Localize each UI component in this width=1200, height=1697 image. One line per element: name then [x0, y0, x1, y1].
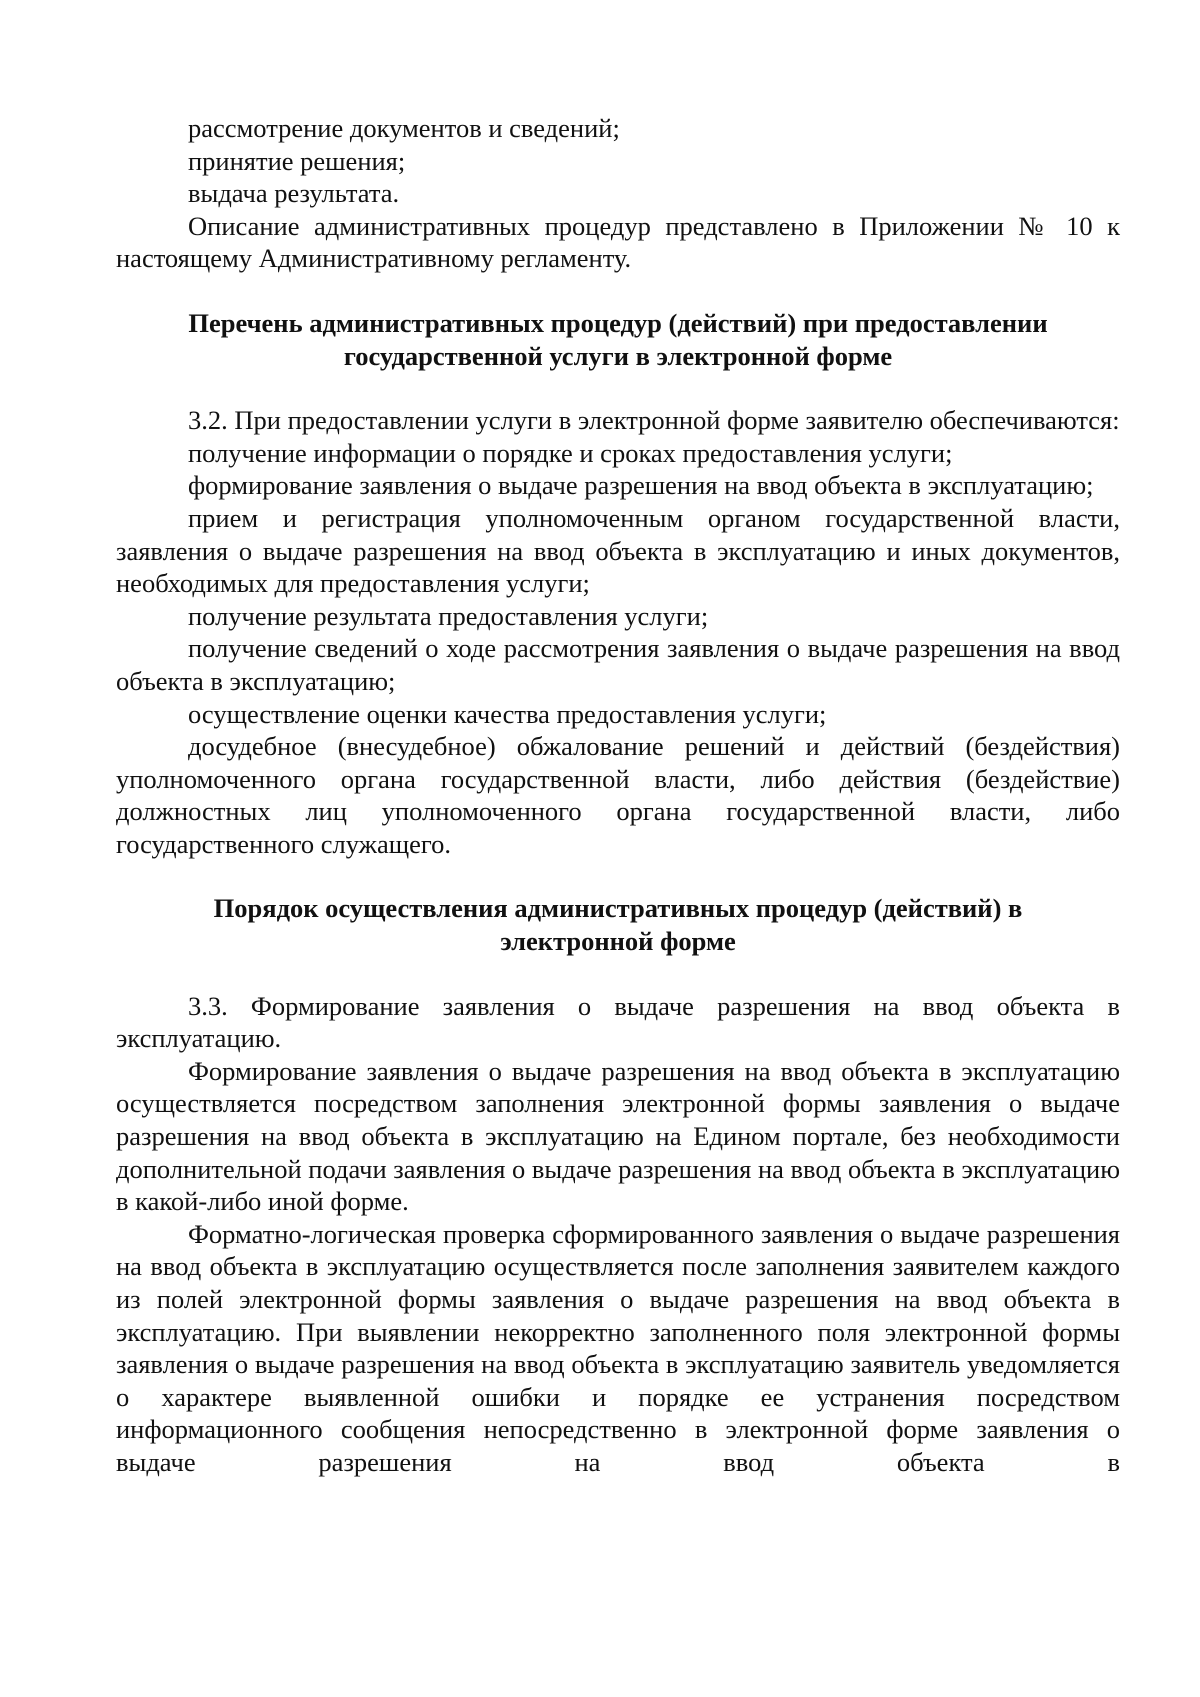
section-paragraph: Формирование заявления о выдаче разрешения на ввод объекта в эксплуатацию осуществляется посредством заполнения электронной формы заявления о выдаче разрешения на ввод объекта в эксплуатацию на Едином портале, без необходимости дополнительной подачи заявления о выдаче разрешения на ввод объекта в эксплуатацию в какой-либо иной форме.: [116, 1055, 1121, 1217]
section-heading-line: Порядок осуществления административных процедур (действий) в: [213, 893, 1023, 924]
intro-item: рассмотрение документов и сведений;: [188, 113, 620, 143]
section-heading-line: Перечень административных процедур (действий) при предоставлении: [188, 307, 1048, 338]
section-heading-line: электронной форме: [500, 926, 736, 957]
spacer: [116, 372, 1120, 404]
section-paragraph: Форматно-логическая проверка сформированного заявления о выдаче разрешения на ввод объекта в эксплуатацию осуществляется после заполнения заявителем каждого из полей электронной формы заявления о выдаче разрешения на ввод объекта в эксплуатацию. При выявлении некорректно заполненного поля электронной формы заявления о выдаче разрешения на ввод объекта в эксплуатацию заявитель уведомляется о характере выявленной ошибки и порядке ее устранения посредством информационного сообщения непосредственно в электронной форме заявления о выдаче разрешения на ввод объекта в: [116, 1218, 1120, 1477]
intro-item: выдача результата.: [188, 178, 400, 209]
spacer: [116, 860, 1120, 892]
section-heading-line: государственной услуги в электронной форме: [343, 340, 893, 371]
intro-item: принятие решения;: [188, 145, 406, 176]
section-item: осуществление оценки качества предоставления услуги;: [188, 698, 827, 729]
spacer: [116, 275, 1120, 307]
section-item: получение информации о порядке и сроках предоставления услуги;: [188, 437, 953, 468]
section-lead: 3.2. При предоставлении услуги в электронной форме заявителю обеспечиваются:: [188, 405, 1120, 436]
section-paragraph: 3.3. Формирование заявления о выдаче разрешения на ввод объекта в эксплуатацию.: [116, 990, 1120, 1054]
intro-description: Описание административных процедур представлено в Приложении № 10 к настоящему Административному регламенту.: [116, 210, 1120, 274]
section-item: формирование заявления о выдаче разрешения на ввод объекта в эксплуатацию;: [188, 470, 1094, 501]
spacer: [116, 958, 1120, 990]
section-item: досудебное (внесудебное) обжалование решений и действий (бездействия) уполномоченного органа государственной власти, либо действия (бездействие) должностных лиц уполномоченного органа государственной власти, либо государственного служащего.: [116, 731, 1120, 859]
section-item: получение сведений о ходе рассмотрения заявления о выдаче разрешения на ввод объекта в эксплуатацию;: [116, 633, 1120, 696]
section-item: прием и регистрация уполномоченным органом государственной власти, заявления о выдаче разрешения на ввод объекта в эксплуатацию и иных документов, необходимых для предоставления услуги;: [116, 502, 1120, 599]
section-item: получение результата предоставления услуги;: [188, 600, 709, 631]
document-page: [116, 112, 1120, 1479]
